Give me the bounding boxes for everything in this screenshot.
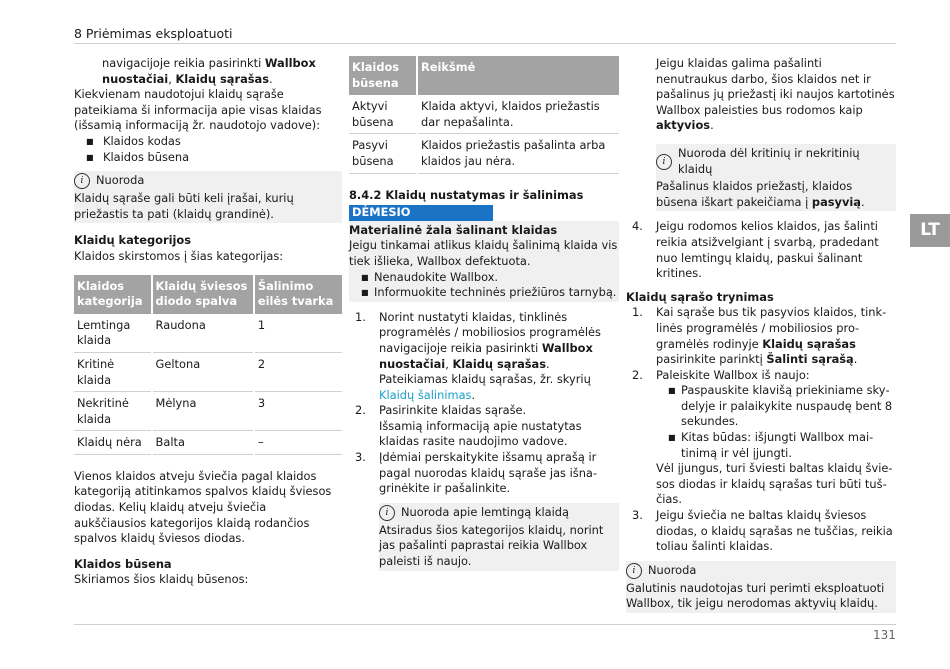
note-title: Nuoroda apie lemtingą klaidą — [401, 505, 570, 520]
list-item: ■ Informuokite techninės priežiūros tarnybą. — [349, 285, 619, 301]
list-item: ■ Nenaudokite Wallbox. — [349, 270, 619, 286]
info-icon: i — [74, 173, 90, 189]
note-text: Atsiradus šios kategorijos klaidų, norint jas pašalinti paprastai reikia Wallbox paleisti iš naujo. — [379, 522, 604, 569]
list-item: ■ Paspauskite klavišą priekiniame skydelyje ir palaikykite nuspaudę bent 8 sekundes. — [656, 383, 896, 430]
table-cell: Pasyvi būsena — [349, 134, 416, 173]
info-icon: i — [626, 563, 642, 579]
table-row — [74, 431, 342, 455]
list-item: ■ Kitas būdas: išjungti Wallbox maitinimą ir vėl įjungti. — [656, 430, 896, 461]
table-cell: Klaidų nėra — [74, 431, 151, 455]
table-cell: 3 — [255, 392, 342, 431]
note-text: Klaidų sąraše gali būti keli įrašai, kurių priežastis ta pati (klaidų grandinė). — [74, 191, 294, 221]
table-cell: Balta — [153, 431, 253, 455]
note-box — [656, 144, 896, 211]
table-cell: Klaidos priežastis pašalinta arba klaidos jau nėra. — [418, 134, 619, 173]
error-removal-link[interactable]: Klaidų šalinimas — [379, 387, 472, 402]
language-tab: LT — [910, 214, 950, 247]
column-header: Reikšmė — [418, 56, 619, 95]
warning-label: DĖMESIO — [349, 205, 493, 221]
state-intro: Skiriamos šios klaidų būsenos: — [74, 572, 249, 587]
info-icon: i — [656, 154, 672, 170]
column-1 — [74, 56, 342, 588]
table-cell: 2 — [255, 353, 342, 392]
note-box — [74, 171, 342, 223]
restart-options-list — [656, 383, 896, 461]
steps-list — [626, 219, 896, 281]
delete-list-heading: Klaidų sąrašo trynimas — [626, 289, 774, 304]
table-cell: Geltona — [153, 353, 253, 392]
page-header-title: 8 Priėmimas eksploatuoti — [74, 26, 233, 41]
table-header-row — [74, 275, 342, 314]
intro-continuation: navigacijoje reikia pasirinkti Wallbox nuostačiai, Klaidų sąrašas. — [102, 56, 316, 86]
states-table — [347, 56, 621, 174]
categories-intro: Klaidos skirstomos į šias kategorijas: — [74, 248, 284, 263]
categories-heading: Klaidų kategorijos — [74, 233, 191, 248]
list-item: ■ Klaidos būsena — [74, 150, 342, 166]
table-cell: – — [255, 431, 342, 455]
active-errors-paragraph: Jeigu klaidas galima pašalinti nenutraukus darbo, šios klaidos net ir pašalinus jų priežastį iki naujos kartotinės Wallbox paleisties bus rodomos kaip aktyvios. — [656, 56, 895, 133]
header-divider — [74, 43, 896, 44]
categories-paragraph: Vienos klaidos atveju šviečia pagal klaidos kategoriją atitinkamos spalvos klaidų šviesos diodas. Kelių klaidų atveju šviečia aukščiausios kategorijos klaidą rodančios spalvos klaidų šviesos diodas. — [74, 468, 332, 546]
table-cell: Klaida aktyvi, klaidos priežastis dar nepašalinta. — [418, 95, 619, 134]
list-item: 3. Įdėmiai perskaitykite išsamų aprašą ir pagal nuorodas klaidų sąraše jas išnagrinėkite ir pašalinkite. — [355, 450, 598, 496]
table-row — [74, 353, 342, 392]
delete-steps-list — [626, 305, 896, 555]
column-header: Klaidų šviesos diodo spalva — [153, 275, 253, 314]
note-title: Nuoroda — [648, 563, 697, 578]
table-cell: 1 — [255, 314, 342, 353]
note-text: Galutinis naudotojas turi perimti eksploatuoti Wallbox, tik jeigu nerodomas aktyvių klaidų. — [626, 580, 885, 611]
warning-title: Materialinė žala šalinant klaidas — [349, 222, 558, 237]
info-icon: i — [379, 505, 395, 521]
warning-bullet-list — [349, 270, 619, 301]
column-header: Klaidos būsena — [349, 56, 416, 95]
table-cell: Lemtinga klaida — [74, 314, 151, 353]
table-row — [74, 392, 342, 431]
list-item: 2. Pasirinkite klaidas sąraše. Išsamią informaciją apie nustatytas klaidas rasite naudojimo vadove. — [355, 403, 582, 449]
table-cell: Aktyvi būsena — [349, 95, 416, 134]
note-title: Nuoroda dėl kritinių ir nekritinių klaidų — [678, 145, 860, 176]
list-item: 1. Kai sąraše bus tik pasyvios klaidos, tinklinės programėlės / mobiliosios programėlės rodinyje Klaidų sąrašas pasirinkite parinktį Šalinti sąrašą. — [632, 305, 887, 367]
table-row — [349, 134, 619, 173]
list-item: 3. Jeigu šviečia ne baltas klaidų šviesos diodas, o klaidų sąrašas ne tuščias, reikia toliau šalinti klaidas. — [632, 508, 893, 554]
list-item: 2. Paleiskite Wallbox iš naujo: ■ Paspauskite klavišą priekiniame skydelyje ir palaikykite nuspaudę bent 8 sekundes. ■ Kitas būdas: išjungti Wallbox maitinimą ir vėl įjungti. Vėl įjungus, turi šviesti baltas klaidų šviesos diodas ir klaidų sąrašas turi būti tuščias. — [626, 368, 896, 508]
list-item: ■ Klaidos kodas — [74, 134, 342, 150]
column-header: Klaidos kategorija — [74, 275, 151, 314]
table-cell: Kritinė klaida — [74, 353, 151, 392]
note-title: Nuoroda — [96, 173, 145, 188]
categories-table — [72, 275, 344, 455]
table-row — [74, 314, 342, 353]
column-header: Šalinimo eilės tvarka — [255, 275, 342, 314]
warning-text: Jeigu tinkamai atlikus klaidų šalinimą klaida vis tiek išlieka, Wallbox defektuota. — [349, 238, 618, 268]
info-bullet-list — [74, 134, 342, 165]
table-row — [349, 95, 619, 134]
table-cell: Raudona — [153, 314, 253, 353]
note-box — [626, 561, 896, 613]
list-item: 4. Jeigu rodomos kelios klaidos, jas šalinti reikia atsižvelgiant į svarbą, pradedant nuo lemtingų klaidų, paskui šalinant kritines. — [632, 219, 879, 281]
column-3 — [626, 56, 896, 613]
state-heading: Klaidos būsena — [74, 556, 172, 571]
table-cell: Nekritinė klaida — [74, 392, 151, 431]
note-text: Pašalinus klaidos priežastį, klaidos būsena iškart pakeičiama į pasyvią. — [656, 179, 865, 209]
footer-divider — [74, 624, 896, 625]
list-item: 1. Norint nustatyti klaidas, tinklinės programėlės / mobiliosios programėlės navigacijoje reikia pasirinkti Wallbox nuostačiai, Klaidų sąrašas. Pateikiamas klaidų sąrašas, žr. skyrių Klaidų šalinimas. — [355, 309, 601, 402]
list-intro: Kiekvienam naudotojui klaidų sąraše pateikiama ši informacija apie visas klaidas (išsamią informaciją žr. naudotojo vadove): — [74, 87, 322, 133]
note-box — [379, 503, 619, 571]
page-number: 131 — [873, 628, 896, 642]
table-cell: Mėlyna — [153, 392, 253, 431]
section-heading: 8.4.2 Klaidų nustatymas ir šalinimas — [349, 187, 584, 202]
steps-list — [349, 310, 619, 497]
column-2 — [349, 56, 619, 571]
table-header-row — [349, 56, 619, 95]
warning-box — [349, 221, 619, 302]
